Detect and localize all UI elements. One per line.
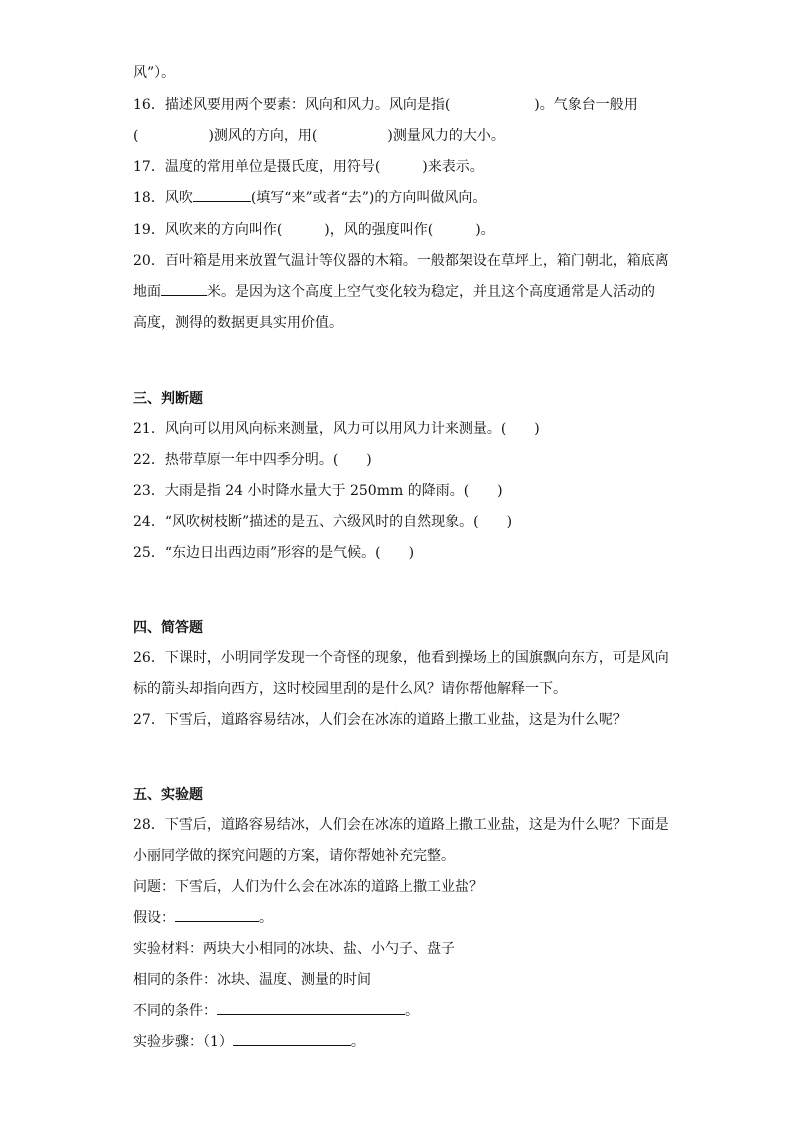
question-27: 27．下雪后，道路容易结冰，人们会在冰冻的道路上撒工业盐，这是为什么呢？	[133, 712, 627, 728]
different-conditions-label: 不同的条件：	[133, 1003, 217, 1019]
period: 。	[350, 1034, 365, 1050]
experiment-question: 问题：下雪后，人们为什么会在冰冻的道路上撒工业盐？	[133, 879, 483, 895]
question-28-line1: 28．下雪后，道路容易结冰，人们会在冰冻的道路上撒工业盐，这是为什么呢？下面是	[133, 817, 669, 833]
section-title: 四、简答题	[133, 620, 203, 636]
question-17: 17．温度的常用单位是摄氏度，用符号( )来表示。	[133, 159, 484, 175]
period: 。	[405, 1003, 419, 1019]
experiment-hypothesis	[133, 908, 273, 928]
text-line: 风”）。	[133, 65, 176, 81]
question-22: 22．热带草原一年中四季分明。( )	[133, 452, 372, 468]
question-28-line2: 小丽同学做的探究问题的方案，请你帮她补充完整。	[133, 848, 455, 864]
question-18	[133, 188, 486, 208]
question-26-line1: 26．下课时，小明同学发现一个奇怪的现象，他看到操场上的国旗飘向东方，可是风向	[133, 650, 669, 666]
question-20-line1: 20．百叶箱是用来放置气温计等仪器的木箱。一般都架设在草坪上，箱门朝北，箱底离	[133, 253, 669, 269]
question-26-line2: 标的箭头却指向西方，这时校园里刮的是什么风？请你帮他解释一下。	[133, 681, 567, 697]
question-23: 23．大雨是指 24 小时降水量大于 250mm 的降雨。( )	[133, 483, 503, 499]
experiment-materials: 实验材料：两块大小相同的冰块、盐、小勺子、盘子	[133, 941, 455, 957]
steps-label: 实验步骤：（1）	[133, 1034, 233, 1050]
question-20-line3: 高度，测得的数据更具实用价值。	[133, 315, 343, 331]
question-24: 24．“风吹树枝断”描述的是五、六级风时的自然现象。( )	[133, 514, 513, 530]
question-25: 25．“东边日出西边雨”形容的是气候。( )	[133, 545, 415, 561]
question-16-line1: 16．描述风要用两个要素：风向和风力。风向是指( )。气象台一般用	[133, 97, 638, 113]
question-18-prefix: 18．风吹	[133, 190, 193, 206]
section-title: 三、判断题	[133, 391, 203, 407]
experiment-different-conditions	[133, 1001, 419, 1021]
answer-blank	[193, 189, 251, 202]
answer-blank	[175, 909, 259, 922]
period: 。	[259, 910, 273, 926]
question-19: 19．风吹来的方向叫作( )，风的强度叫作( )。	[133, 222, 495, 238]
answer-blank	[233, 1033, 351, 1046]
question-16-line2: ( )测风的方向，用( )测量风力的大小。	[133, 128, 505, 144]
experiment-same-conditions: 相同的条件：冰块、温度、测量的时间	[133, 972, 371, 988]
answer-blank	[161, 283, 207, 296]
answer-blank	[217, 1002, 405, 1015]
question-18-suffix: (填写“来”或者“去”)的方向叫做风向。	[250, 190, 487, 206]
experiment-steps	[133, 1032, 365, 1052]
section-title: 五、实验题	[133, 787, 203, 803]
question-20-line2	[133, 282, 655, 302]
question-20-suffix: 米。是因为这个高度上空气变化较为稳定，并且这个高度通常是人活动的	[207, 284, 655, 300]
hypothesis-label: 假设：	[133, 910, 175, 926]
question-20-prefix: 地面	[133, 284, 161, 300]
question-21: 21．风向可以用风向标来测量，风力可以用风力计来测量。( )	[133, 421, 540, 437]
